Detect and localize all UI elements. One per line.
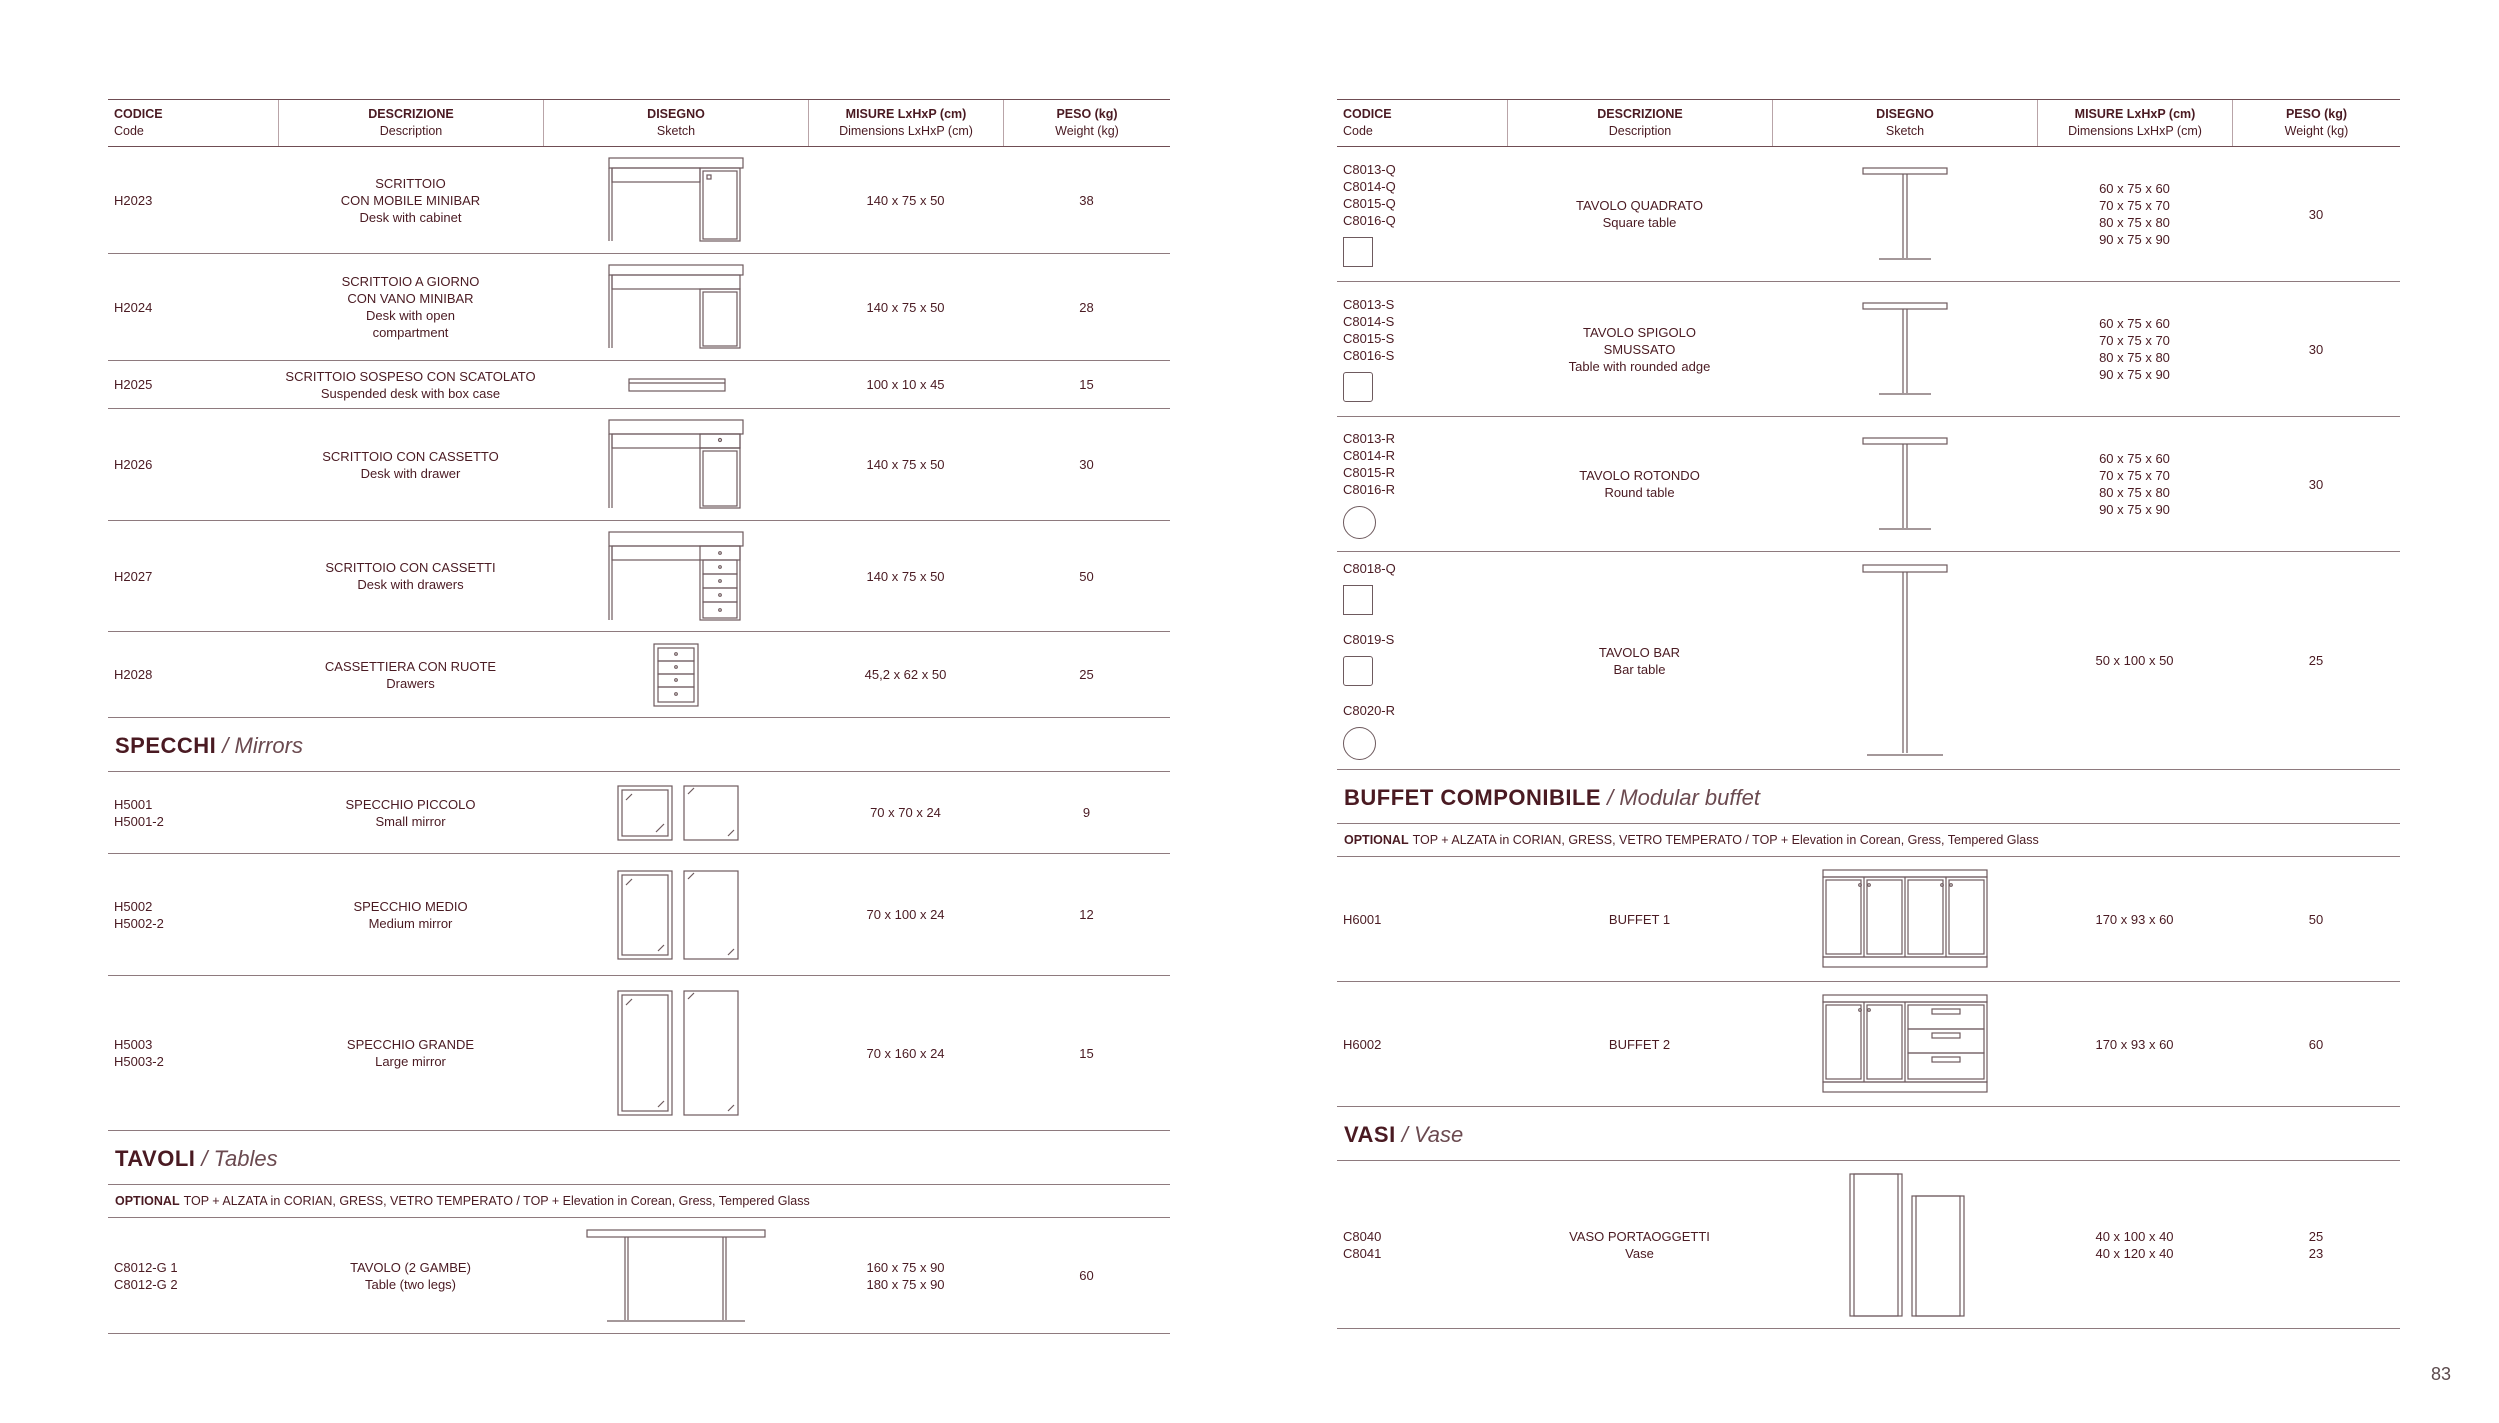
description-line: Table (two legs)	[364, 1276, 457, 1292]
section-subtitle: / Modular buffet	[1607, 785, 1760, 810]
dimensions: 140 x 75 x 50	[866, 192, 945, 208]
description-line: Drawers	[386, 675, 435, 691]
table-header	[108, 99, 1170, 147]
table-row	[108, 1218, 1170, 1334]
dimensions: 50 x 100 x 50	[2095, 653, 2174, 668]
table-row	[1337, 857, 2400, 982]
weight: 25	[2308, 1228, 2324, 1244]
optional-text: TOP + ALZATA in CORIAN, GRESS, VETRO TEMPERATO / TOP + Elevation in Corean, Gress, Tempered Glass	[183, 1194, 810, 1208]
desk-open-icon	[606, 262, 746, 352]
header-description: DESCRIZIONE	[368, 107, 454, 121]
dimensions: 80 x 75 x 80	[2099, 485, 2170, 500]
section-title-buffet	[1337, 770, 2400, 824]
header-dimensions-en: Dimensions LxHxP (cm)	[839, 124, 973, 138]
description-line: Desk with cabinet	[359, 209, 462, 225]
product-code: H2023	[114, 192, 153, 208]
product-code: H5003	[114, 1037, 153, 1052]
section-title: SPECCHI	[115, 733, 217, 758]
dimensions: 60 x 75 x 60	[2099, 181, 2170, 196]
description-line: Medium mirror	[368, 915, 453, 931]
description-line: Desk with open	[366, 308, 455, 323]
desk-drawers-icon	[606, 529, 746, 624]
weight: 60	[2308, 1036, 2324, 1052]
product-code: C8016-S	[1343, 348, 1395, 363]
header-dimensions: MISURE LxHxP (cm)	[845, 107, 967, 121]
product-code: C8020-R	[1343, 703, 1396, 718]
table-row	[1337, 147, 2400, 282]
dimensions: 45,2 x 62 x 50	[864, 667, 947, 682]
table-header	[1337, 99, 2400, 147]
weight: 50	[1079, 568, 1094, 584]
product-code: H5002-2	[114, 915, 164, 931]
table-row	[108, 632, 1170, 718]
dimensions: 90 x 75 x 90	[2099, 502, 2170, 517]
description-line: Table with rounded adge	[1568, 358, 1711, 374]
table-row	[1337, 417, 2400, 552]
header-dimensions: MISURE LxHxP (cm)	[2074, 107, 2196, 121]
product-code: C8041	[1343, 1245, 1382, 1261]
table-row	[1337, 282, 2400, 417]
header-sketch-en: Sketch	[1885, 124, 1925, 138]
description-line: Desk with drawer	[360, 465, 461, 481]
dimensions: 80 x 75 x 80	[2099, 215, 2170, 230]
header-code-en: Code	[1343, 124, 1373, 138]
weight: 28	[1079, 299, 1094, 315]
weight: 30	[2308, 206, 2324, 222]
desk-drawer-icon	[606, 417, 746, 512]
description-line: SCRITTOIO A GIORNO	[341, 274, 480, 289]
product-code: H2027	[114, 568, 153, 584]
section-title: VASI	[1344, 1122, 1396, 1147]
description-line: SPECCHIO PICCOLO	[345, 796, 476, 812]
header-description: DESCRIZIONE	[1597, 107, 1683, 121]
header-code-en: Code	[114, 124, 144, 138]
description-line: CASSETTIERA CON RUOTE	[324, 658, 497, 674]
pedestal-table-icon	[1855, 434, 1955, 534]
product-code: C8014-S	[1343, 314, 1395, 329]
product-code: C8013-S	[1343, 297, 1395, 312]
description-line: Large mirror	[375, 1054, 446, 1069]
table-row	[108, 409, 1170, 521]
description-line: SPECCHIO MEDIO	[353, 898, 468, 914]
description-line: Round table	[1604, 485, 1675, 500]
left-catalog-table	[108, 99, 1170, 1334]
description-line: Vase	[1625, 1245, 1654, 1261]
product-code: C8012-G 2	[114, 1276, 178, 1292]
description-line: Desk with drawers	[357, 577, 464, 592]
dimensions: 60 x 75 x 60	[2099, 316, 2170, 331]
product-code: H5003-2	[114, 1054, 164, 1069]
table-row	[1337, 1161, 2400, 1329]
weight: 23	[2308, 1245, 2324, 1261]
dimensions: 140 x 75 x 50	[866, 299, 945, 315]
table-row	[108, 854, 1170, 976]
dimensions: 70 x 70 x 24	[870, 805, 941, 820]
weight: 60	[1079, 1268, 1094, 1283]
section-subtitle: / Tables	[201, 1146, 278, 1171]
header-dimensions-en: Dimensions LxHxP (cm)	[2068, 124, 2202, 138]
buffet-2-icon	[1820, 992, 1990, 1096]
header-sketch-en: Sketch	[656, 124, 696, 138]
weight: 12	[1079, 907, 1094, 922]
table-row	[1337, 982, 2400, 1107]
product-code: H6001	[1343, 911, 1382, 927]
product-code: H5001	[114, 796, 153, 812]
section-title: TAVOLI	[115, 1146, 196, 1171]
dimensions: 160 x 75 x 90	[866, 1259, 945, 1275]
weight: 30	[1079, 457, 1094, 472]
weight: 30	[2308, 341, 2324, 357]
product-code: C8040	[1343, 1228, 1382, 1244]
description-line: SCRITTOIO	[375, 175, 446, 191]
dimensions: 100 x 10 x 45	[866, 377, 945, 392]
header-sketch: DISEGNO	[647, 107, 705, 121]
description-line: Bar table	[1613, 661, 1666, 677]
product-code: C8015-S	[1343, 331, 1395, 346]
product-code: C8018-Q	[1343, 561, 1396, 576]
pedestal-table-icon	[1855, 164, 1955, 264]
dimensions: 140 x 75 x 50	[866, 457, 945, 472]
optional-label: OPTIONAL	[115, 1194, 180, 1208]
table-row	[108, 772, 1170, 854]
header-weight-en: Weight (kg)	[2284, 124, 2349, 138]
section-title: BUFFET COMPONIBILE	[1344, 785, 1602, 810]
dimensions: 40 x 100 x 40	[2095, 1228, 2174, 1244]
header-description-en: Description	[379, 124, 443, 138]
description-line: SPECCHIO GRANDE	[346, 1037, 475, 1052]
vase-icon	[1840, 1170, 1970, 1320]
dimensions: 140 x 75 x 50	[866, 568, 945, 584]
description-line: Square table	[1602, 215, 1677, 230]
description-line: CON VANO MINIBAR	[347, 291, 474, 306]
large-mirror-icon	[606, 988, 746, 1118]
desk-cabinet-icon	[606, 155, 746, 245]
description-line: Small mirror	[375, 813, 446, 829]
optional-text: TOP + ALZATA in CORIAN, GRESS, VETRO TEMPERATO / TOP + Elevation in Corean, Gress, Tempered Glass	[1412, 833, 2039, 847]
two-leg-table-icon	[581, 1226, 771, 1326]
table-row	[1337, 552, 2400, 770]
product-code: H6002	[1343, 1036, 1382, 1052]
dimensions: 70 x 75 x 70	[2099, 333, 2170, 348]
section-subtitle: / Vase	[1401, 1122, 1464, 1147]
product-code: C8014-R	[1343, 447, 1396, 463]
rounded-square-shape-icon	[1343, 656, 1373, 686]
weight: 9	[1082, 805, 1091, 820]
product-code: H2026	[114, 457, 153, 472]
description-line: compartment	[372, 325, 449, 340]
header-sketch: DISEGNO	[1876, 107, 1934, 121]
header-weight: PESO (kg)	[2285, 107, 2348, 121]
product-code: H2024	[114, 299, 153, 315]
dimensions: 170 x 93 x 60	[2095, 1036, 2174, 1052]
weight: 25	[1079, 667, 1094, 682]
weight: 15	[1079, 1045, 1094, 1061]
dimensions: 70 x 100 x 24	[866, 907, 945, 922]
header-weight: PESO (kg)	[1056, 107, 1118, 121]
product-code: H2028	[114, 667, 153, 682]
table-row	[108, 254, 1170, 361]
section-title-mirrors	[108, 718, 1170, 772]
product-code: C8013-R	[1343, 430, 1396, 446]
section-title-vase	[1337, 1107, 2400, 1161]
weight: 50	[2308, 911, 2324, 927]
product-code: H2025	[114, 377, 153, 392]
table-row	[108, 361, 1170, 409]
circle-shape-icon	[1343, 727, 1376, 760]
dimensions: 70 x 160 x 24	[866, 1045, 945, 1061]
description-line: TAVOLO (2 GAMBE)	[350, 1259, 471, 1275]
description-line: TAVOLO QUADRATO	[1576, 198, 1703, 213]
dimensions: 80 x 75 x 80	[2099, 350, 2170, 365]
dimensions: 40 x 120 x 40	[2095, 1245, 2174, 1261]
product-code: C8015-Q	[1343, 196, 1396, 211]
table-row	[108, 521, 1170, 632]
drawers-icon	[651, 642, 701, 708]
dimensions: 180 x 75 x 90	[866, 1276, 945, 1292]
description-line: BUFFET 2	[1608, 1036, 1671, 1052]
square-shape-icon	[1343, 585, 1373, 615]
description-line: SMUSSATO	[1603, 341, 1676, 357]
description-line: BUFFET 1	[1608, 911, 1671, 927]
medium-mirror-icon	[606, 868, 746, 962]
description-line: SCRITTOIO SOSPESO CON SCATOLATO	[285, 368, 536, 384]
suspended-desk-icon	[621, 375, 731, 395]
product-code: C8015-R	[1343, 464, 1396, 480]
weight: 25	[2308, 653, 2324, 668]
dimensions: 70 x 75 x 70	[2099, 468, 2170, 483]
rounded-square-shape-icon	[1343, 372, 1373, 402]
circle-shape-icon	[1343, 506, 1376, 539]
weight: 38	[1079, 192, 1094, 208]
square-shape-icon	[1343, 237, 1373, 267]
bar-table-icon	[1855, 561, 1955, 761]
dimensions: 170 x 93 x 60	[2095, 911, 2174, 927]
pedestal-table-icon	[1855, 299, 1955, 399]
weight: 15	[1079, 377, 1094, 392]
header-code: CODICE	[114, 107, 163, 121]
section-subtitle: / Mirrors	[222, 733, 303, 758]
product-code: C8016-R	[1343, 481, 1396, 497]
product-code: C8019-S	[1343, 632, 1395, 647]
product-code: C8014-Q	[1343, 179, 1396, 194]
dimensions: 90 x 75 x 90	[2099, 232, 2170, 247]
small-mirror-icon	[606, 782, 746, 844]
description-line: SCRITTOIO CON CASSETTO	[322, 448, 499, 464]
optional-note	[1337, 824, 2400, 857]
product-code: C8016-Q	[1343, 213, 1396, 228]
right-catalog-table	[1337, 99, 2400, 1329]
optional-note	[108, 1185, 1170, 1218]
header-weight-en: Weight (kg)	[1055, 124, 1119, 138]
description-line: VASO PORTAOGGETTI	[1569, 1228, 1710, 1244]
header-description-en: Description	[1608, 124, 1672, 138]
dimensions: 60 x 75 x 60	[2099, 451, 2170, 466]
description-line: SCRITTOIO CON CASSETTI	[325, 560, 496, 575]
header-code: CODICE	[1343, 107, 1392, 121]
product-code: C8013-Q	[1343, 162, 1396, 177]
dimensions: 90 x 75 x 90	[2099, 367, 2170, 382]
weight: 30	[2308, 476, 2324, 492]
description-line: Suspended desk with box case	[320, 385, 501, 401]
optional-label: OPTIONAL	[1344, 833, 1409, 847]
description-line: TAVOLO BAR	[1598, 644, 1681, 660]
product-code: C8012-G 1	[114, 1259, 178, 1275]
product-code: H5002	[114, 898, 153, 914]
description-line: TAVOLO ROTONDO	[1579, 468, 1700, 483]
table-row	[108, 976, 1170, 1131]
buffet-1-icon	[1820, 867, 1990, 971]
page-number: 83	[2430, 1364, 2451, 1384]
description-line: CON MOBILE MINIBAR	[340, 192, 481, 208]
section-title-tables	[108, 1131, 1170, 1185]
dimensions: 70 x 75 x 70	[2099, 198, 2170, 213]
description-line: TAVOLO SPIGOLO	[1583, 324, 1696, 340]
table-row	[108, 147, 1170, 254]
product-code: H5001-2	[114, 813, 164, 829]
